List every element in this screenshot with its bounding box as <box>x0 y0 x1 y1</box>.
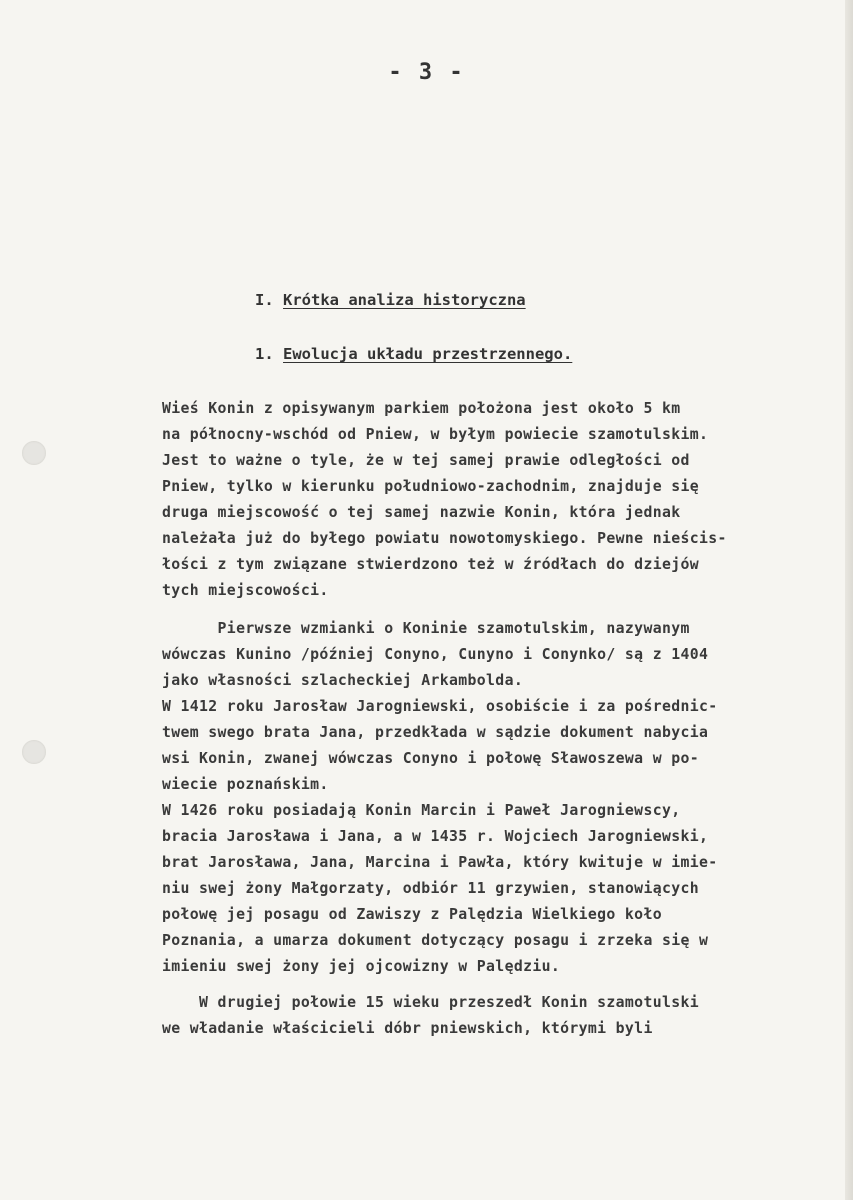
page-edge <box>845 0 853 1200</box>
text-line: na północny-wschód od Pniew, w byłym powiecie szamotulskim. <box>162 426 709 443</box>
section-heading <box>255 291 526 309</box>
subsection-title: Ewolucja układu przestrzennego. <box>283 345 573 363</box>
text-line: Poznania, a umarza dokument dotyczący posagu i zrzeka się w <box>162 932 709 949</box>
text-line: wówczas Kunino /później Conyno, Cunyno i Conynko/ są z 1404 <box>162 646 709 663</box>
text-line: Pniew, tylko w kierunku południowo-zachodnim, znajduje się <box>162 478 699 495</box>
text-line: W 1426 roku posiadają Konin Marcin i Paweł Jarogniewscy, <box>162 802 681 819</box>
text-line: wsi Konin, zwanej wówczas Conyno i połowę Sławoszewa w po- <box>162 750 699 767</box>
text-line: W drugiej połowie 15 wieku przeszedł Konin szamotulski <box>162 994 699 1011</box>
text-line: jako własności szlacheckiej Arkambolda. <box>162 672 524 689</box>
text-line: Pierwsze wzmianki o Koninie szamotulskim, nazywanym <box>162 620 690 637</box>
text-line: W 1412 roku Jarosław Jarogniewski, osobiście i za pośrednic- <box>162 698 718 715</box>
text-line: imieniu swej żony jej ojcowizny w Palędziu. <box>162 958 561 975</box>
text-line: łości z tym związane stwierdzono też w źródłach do dziejów <box>162 556 699 573</box>
subsection-number: 1. <box>255 345 274 363</box>
text-line: brat Jarosława, Jana, Marcina i Pawła, który kwituje w imie- <box>162 854 718 871</box>
text-line: druga miejscowość o tej samej nazwie Konin, która jednak <box>162 504 681 521</box>
punch-hole <box>22 740 46 764</box>
text-line: wiecie poznańskim. <box>162 776 329 793</box>
punch-hole <box>22 441 46 465</box>
text-line: we władanie właścicieli dóbr pniewskich, którymi byli <box>162 1020 653 1037</box>
text-line: tych miejscowości. <box>162 582 329 599</box>
page-number: - 3 - <box>388 60 465 85</box>
text-line: bracia Jarosława i Jana, a w 1435 r. Wojciech Jarogniewski, <box>162 828 709 845</box>
text-line: Jest to ważne o tyle, że w tej samej prawie odległości od <box>162 452 690 469</box>
text-line: niu swej żony Małgorzaty, odbiór 11 grzywien, stanowiących <box>162 880 699 897</box>
text-line: należała już do byłego powiatu nowotomyskiego. Pewne nieścis- <box>162 530 727 547</box>
text-line: połowę jej posagu od Zawiszy z Palędzia Wielkiego koło <box>162 906 662 923</box>
text-line: twem swego brata Jana, przedkłada w sądzie dokument nabycia <box>162 724 709 741</box>
section-number: I. <box>255 291 274 309</box>
subsection-heading <box>255 345 572 363</box>
section-title: Krótka analiza historyczna <box>283 291 526 309</box>
text-line: Wieś Konin z opisywanym parkiem położona jest około 5 km <box>162 400 681 417</box>
